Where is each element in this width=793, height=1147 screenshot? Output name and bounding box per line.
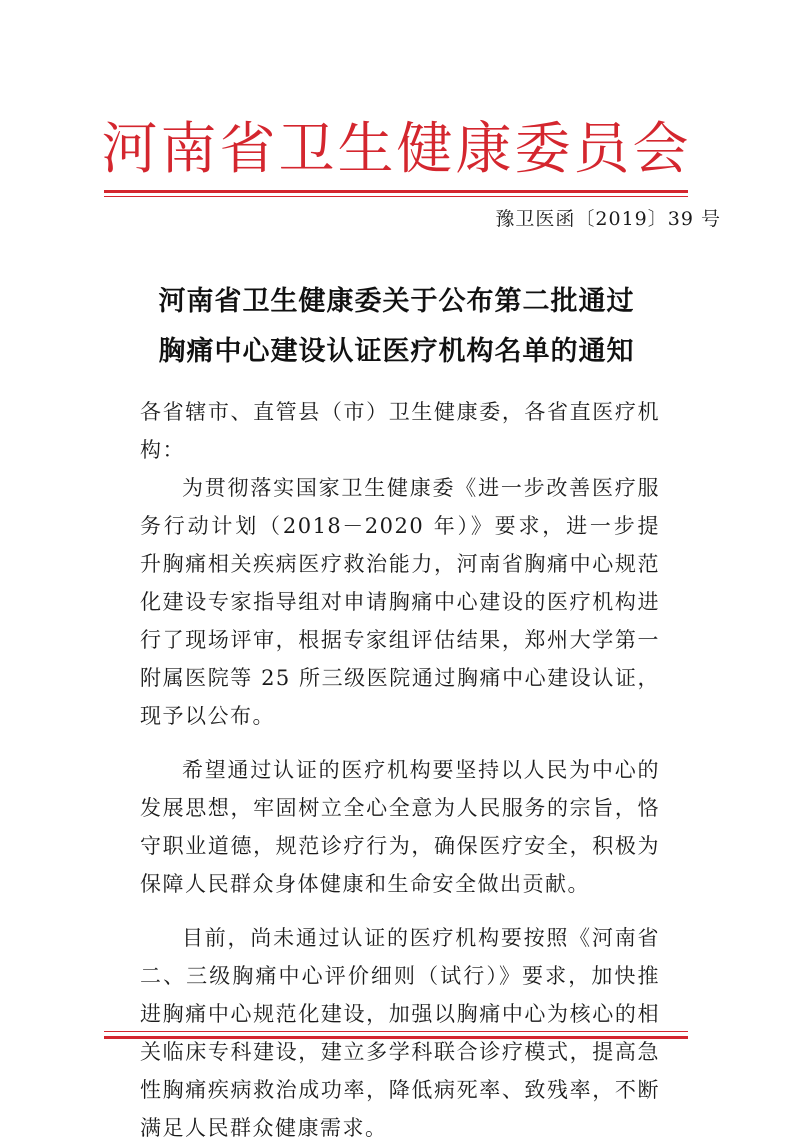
notice-title-line-1: 河南省卫生健康委关于公布第二批通过 (158, 286, 635, 317)
document-number: 豫卫医函〔2019〕39 号 (495, 208, 721, 230)
header-red-rule-thick (104, 190, 688, 193)
notice-title-line-2: 胸痛中心建设认证医疗机构名单的通知 (158, 336, 635, 367)
body-paragraph-2: 希望通过认证的医疗机构要坚持以人民为中心的发展思想，牢固树立全心全意为人民服务的宗旨，恪守职业道德，规范诊疗行为，确保医疗安全，积极为保障人民群众身体健康和生命安全做出贡献。 (140, 758, 660, 896)
salutation: 各省辖市、直管县（市）卫生健康委，各省直医疗机构： (140, 400, 660, 462)
notice-body (140, 393, 660, 1147)
body-paragraph-1: 为贯彻落实国家卫生健康委《进一步改善医疗服务行动计划（2018－2020 年）》要求，进一步提升胸痛相关疾病医疗救治能力，河南省胸痛中心规范化建设专家指导组对申请胸痛中心建设的医疗机构进行了现场评审，根据专家组评估结果，郑州大学第一附属医院等 25 所三级医院通过胸痛中心建设认证，现予以公布。 (140, 476, 660, 728)
footer-red-rule-thin (104, 1031, 688, 1032)
body-paragraph-3: 目前，尚未通过认证的医疗机构要按照《河南省二、三级胸痛中心评价细则（试行）》要求，加快推进胸痛中心规范化建设，加强以胸痛中心为核心的相关临床专科建设，建立多学科联合诊疗模式，提高急性胸痛疾病救治成功率，降低病死率、致残率，不断满足人民群众健康需求。 (140, 926, 660, 1140)
header-red-rule-thin (104, 196, 688, 197)
issuing-authority-title: 河南省卫生健康委员会 (101, 117, 692, 182)
footer-red-rule-thick (104, 1036, 688, 1039)
